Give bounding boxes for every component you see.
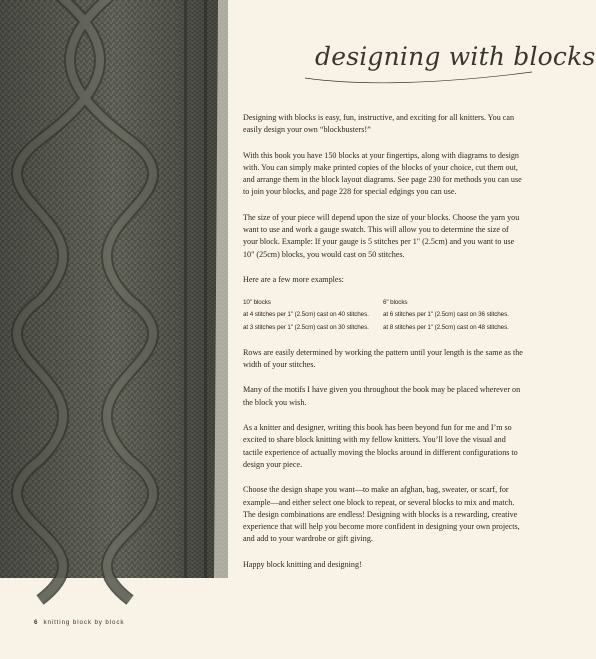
body-text: [243, 112, 523, 584]
paragraph-examples-intro: Here are a few more examples:: [243, 274, 344, 284]
paragraph-motifs: Many of the motifs I have given you throughout the book may be placed wherever on the block you wish.: [243, 385, 521, 407]
example-line: at 6 stitches per 1" (2.5cm) cast on 36 stitches.: [383, 311, 509, 319]
knitted-swatch-photo: [0, 0, 228, 578]
example-line: at 4 stitches per 1" (2.5cm) cast on 40 stitches.: [243, 311, 369, 319]
example-line: at 8 stitches per 1" (2.5cm) cast on 48 stitches.: [383, 323, 509, 331]
page-number: 6: [34, 619, 38, 626]
paragraph-blocks: With this book you have 150 blocks at your fingertips, along with diagrams to design with. You can simply make printed copies of the blocks of your choice, cut them out, and arrange them in the block layout diagrams. See page 230 for methods you can use to join your blocks, and page 228 for special edgings you can use.: [243, 150, 522, 197]
examples-col-6in: [383, 297, 523, 334]
running-title: knitting block by block: [43, 619, 125, 626]
paragraph-designer: As a knitter and designer, writing this book has been beyond fun for me and I’m so excited to share block knitting with my fellow knitters. You’ll love the visual and tactile experience of actually moving the blocks around in different configurations to design your piece.: [243, 423, 518, 469]
title-flourish-icon: [300, 58, 540, 88]
page-title: designing with blocks: [315, 42, 596, 71]
paragraph-rows: Rows are easily determined by working the pattern until your length is the same as the width of your stitches.: [243, 347, 523, 370]
paragraph-design-shape: Choose the design shape you want—to make an afghan, bag, sweater, or scarf, for example—and either select one block to repeat, or several blocks to mix and match. The design combinations are endless! Designing with blocks is a rewarding, creative experience that will help you become more confident in designing your own projects, and add to your wardrobe or gift giving.: [243, 485, 520, 544]
paragraph-size: The size of your piece will depend upon the size of your blocks. Choose the yarn you want to use and work a gauge swatch. This will allow you to determine the size of your block. Example: If your gauge is 5 stitches per 1" (2.5cm) and you want to use 10" (25cm) blocks, you would cast on 50 stitches.: [243, 212, 520, 259]
example-line: 10" blocks: [243, 299, 271, 307]
examples-table: [243, 297, 523, 334]
paragraph-closing: Happy block knitting and designing!: [243, 559, 362, 569]
example-line: at 3 stitches per 1" (2.5cm) cast on 30 stitches.: [243, 323, 369, 331]
examples-col-10in: [243, 297, 383, 334]
knit-cable-illustration: [0, 0, 228, 578]
example-line: 6" blocks: [383, 299, 408, 307]
paragraph-intro: Designing with blocks is easy, fun, instructive, and exciting for all knitters. You can easily design your own “blockbusters!”: [243, 113, 515, 135]
page-footer: [34, 619, 124, 626]
